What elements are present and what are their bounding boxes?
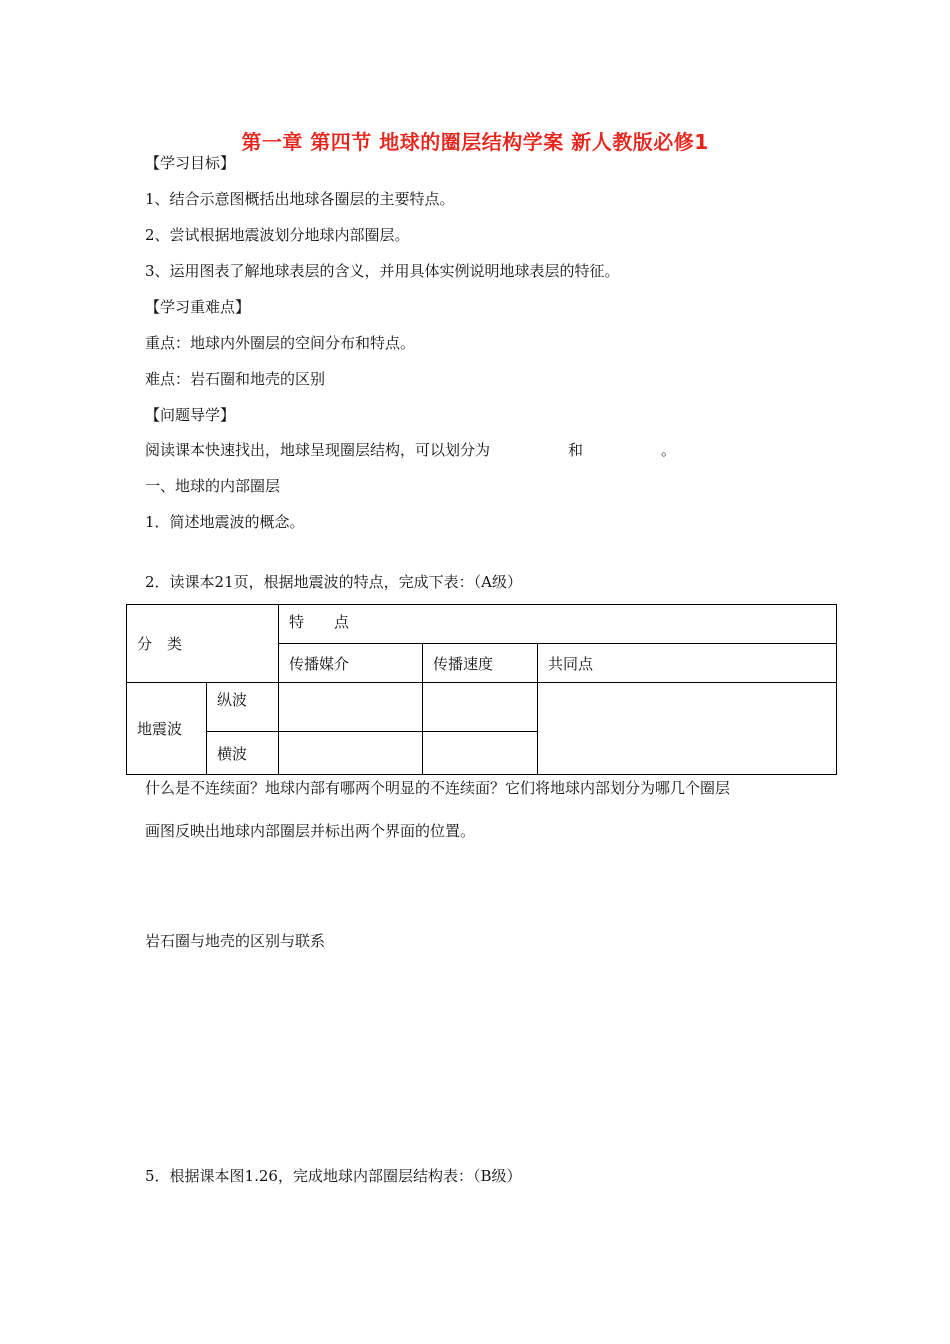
reading-question-and: 和 [568, 441, 584, 459]
table-cell-s-speed[interactable] [423, 732, 538, 775]
key-points-heading: 【学习重难点】 [145, 298, 251, 316]
question-2: 2．读课本21页，根据地震波的特点，完成下表：（A级） [145, 573, 522, 591]
table-row-p-wave: 纵波 [207, 683, 279, 732]
table-cell-s-medium[interactable] [279, 732, 423, 775]
section-inner-layers: 一、地球的内部圈层 [145, 477, 281, 495]
question-1: 1．简述地震波的概念。 [145, 513, 305, 531]
question-5: 5．根据课本图1.26，完成地球内部圈层结构表：（B级） [145, 1167, 522, 1185]
key-point-difficulty: 难点：岩石圈和地壳的区别 [145, 370, 326, 388]
question-3: 什么是不连续面？地球内部有哪两个明显的不连续面？它们将地球内部划分为哪几个圈层 [145, 779, 731, 797]
goal-item-1: 1、结合示意图概括出地球各圈层的主要特点。 [145, 190, 455, 208]
goal-item-3: 3、运用图表了解地球表层的含义，并用具体实例说明地球表层的特征。 [145, 262, 620, 280]
reading-question [145, 440, 676, 460]
goals-heading: 【学习目标】 [145, 154, 236, 172]
table-row-seismic-wave: 地震波 [127, 683, 207, 775]
table-row-s-wave: 横波 [207, 732, 279, 775]
table-cell-p-medium[interactable] [279, 683, 423, 732]
table-header-speed: 传播速度 [423, 644, 538, 683]
document-title: 第一章 第四节 地球的圈层结构学案 新人教版必修1 [241, 130, 709, 154]
seismic-wave-table [126, 604, 837, 775]
reading-question-end: 。 [661, 441, 677, 459]
question-3-drawing: 画图反映出地球内部圈层并标出两个界面的位置。 [145, 822, 476, 840]
question-4: 岩石圈与地壳的区别与联系 [145, 932, 326, 950]
table-cell-common[interactable] [538, 683, 837, 775]
table-header-medium: 传播媒介 [279, 644, 423, 683]
key-point-focus: 重点：地球内外圈层的空间分布和特点。 [145, 334, 416, 352]
table-header-common: 共同点 [538, 644, 837, 683]
goal-item-2: 2、尝试根据地震波划分地球内部圈层。 [145, 226, 410, 244]
guide-heading: 【问题导学】 [145, 406, 236, 424]
table-header-features: 特 点 [279, 605, 837, 644]
reading-question-prefix: 阅读课本快速找出，地球呈现圈层结构，可以划分为 [145, 441, 491, 459]
table-header-category: 分 类 [127, 605, 279, 683]
table-cell-p-speed[interactable] [423, 683, 538, 732]
